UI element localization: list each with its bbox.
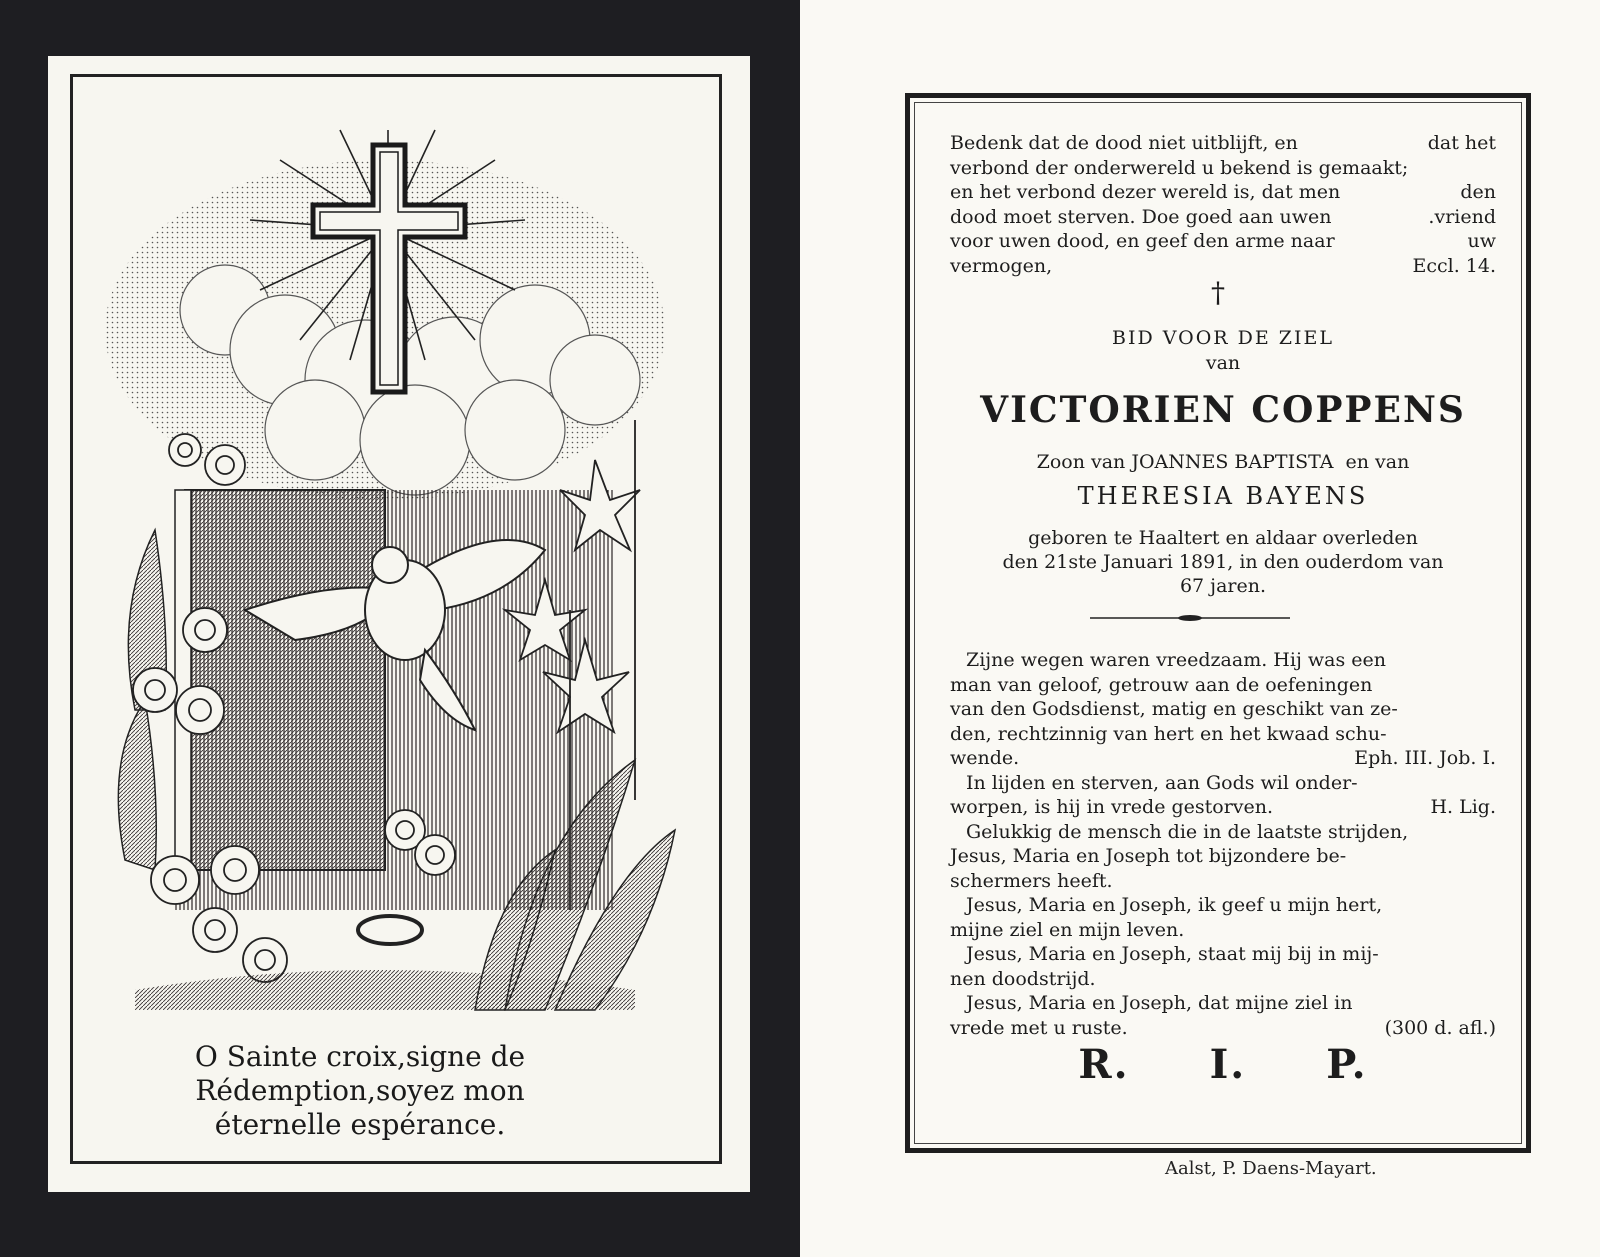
small-cross-icon: † xyxy=(1211,276,1225,309)
quote-line: dood moet sterven. Doe goed aan uwen .vriend xyxy=(950,205,1496,228)
verse-line: man van geloof, getrouw aan de oefeningen xyxy=(950,673,1373,696)
verse-line: mijne ziel en mijn leven. xyxy=(950,918,1185,941)
prayer-heading: BID VOOR DE ZIEL van xyxy=(1112,327,1334,374)
right-card-border xyxy=(905,93,1531,1153)
memorial-verses xyxy=(950,648,1496,1040)
verse-line: Jesus, Maria en Joseph, ik geef u mijn hert, xyxy=(966,894,1383,916)
ground xyxy=(135,970,635,1010)
verse-line: Zijne wegen waren vreedzaam. Hij was een xyxy=(966,649,1386,671)
verse-line: nen doodstrijd. xyxy=(950,967,1096,990)
birth-death-info: geboren te Haaltert en aldaar overleden den 21ste Januari 1891, in den ouderdom van 67 jaren. xyxy=(1002,527,1444,597)
quote-line: verbond der onderwereld u bekend is gemaakt; xyxy=(950,156,1409,179)
verse-line: den, rechtzinnig van hert en het kwaad schu- xyxy=(950,722,1387,745)
verse-line: worpen, is hij in vrede gestorven. H. Lig. xyxy=(950,796,1496,818)
printer-credit: Aalst, P. Daens-Mayart. xyxy=(1165,1158,1377,1179)
quote-line: voor uwen dood, en geef den arme naar uw xyxy=(950,230,1496,252)
quote-reference: Eccl. 14. xyxy=(1412,254,1496,277)
devotional-engraving xyxy=(75,110,695,1020)
scripture-quote xyxy=(950,131,1496,278)
stone-monument xyxy=(185,490,385,870)
right-card xyxy=(800,0,1600,1257)
verse-reference: H. Lig. xyxy=(1430,796,1496,818)
quote-line: en het verbond dezer wereld is, dat men den xyxy=(950,181,1496,203)
verse-line: Jesus, Maria en Joseph, staat mij bij in mij- xyxy=(966,943,1379,965)
verse-line: van den Godsdienst, matig en geschikt van ze- xyxy=(950,698,1398,720)
crown-of-thorns-icon xyxy=(358,916,422,944)
caption-line: Rédemption,soyez mon xyxy=(195,1074,525,1107)
caption-line: O Sainte croix,signe de xyxy=(194,1040,526,1073)
mother-name: THERESIA BAYENS xyxy=(1077,482,1369,510)
verse-line: In lijden en sterven, aan Gods wil onder- xyxy=(966,771,1358,794)
verse-line: schermers heeft. xyxy=(950,869,1113,892)
parents-line: Zoon van JOANNES BAPTISTA en van xyxy=(1036,451,1410,473)
verse-line: Jesus, Maria en Joseph, dat mijne ziel in xyxy=(966,992,1353,1014)
rip-letters: R. I. P. xyxy=(1078,1041,1368,1088)
verse-line: vrede met u ruste. (300 d. afl.) xyxy=(950,1016,1496,1039)
quote-line: Bedenk dat de dood niet uitblijft, en dat het xyxy=(950,132,1496,154)
verse-line: wende. Eph. III. Job. I. xyxy=(950,747,1496,769)
ornamental-divider xyxy=(1090,613,1290,623)
verse-line: Gelukkig de mensch die in de laatste strijden, xyxy=(966,820,1409,843)
deceased-name: VICTORIEN COPPENS xyxy=(980,389,1466,431)
caption xyxy=(60,1040,660,1142)
verse-reference: (300 d. afl.) xyxy=(1384,1016,1496,1039)
verse-line: Jesus, Maria en Joseph tot bijzondere be- xyxy=(950,845,1347,867)
quote-line: vermogen, Eccl. 14. xyxy=(950,254,1496,277)
verse-reference: Eph. III. Job. I. xyxy=(1354,747,1496,769)
caption-line: éternelle espérance. xyxy=(214,1108,506,1141)
